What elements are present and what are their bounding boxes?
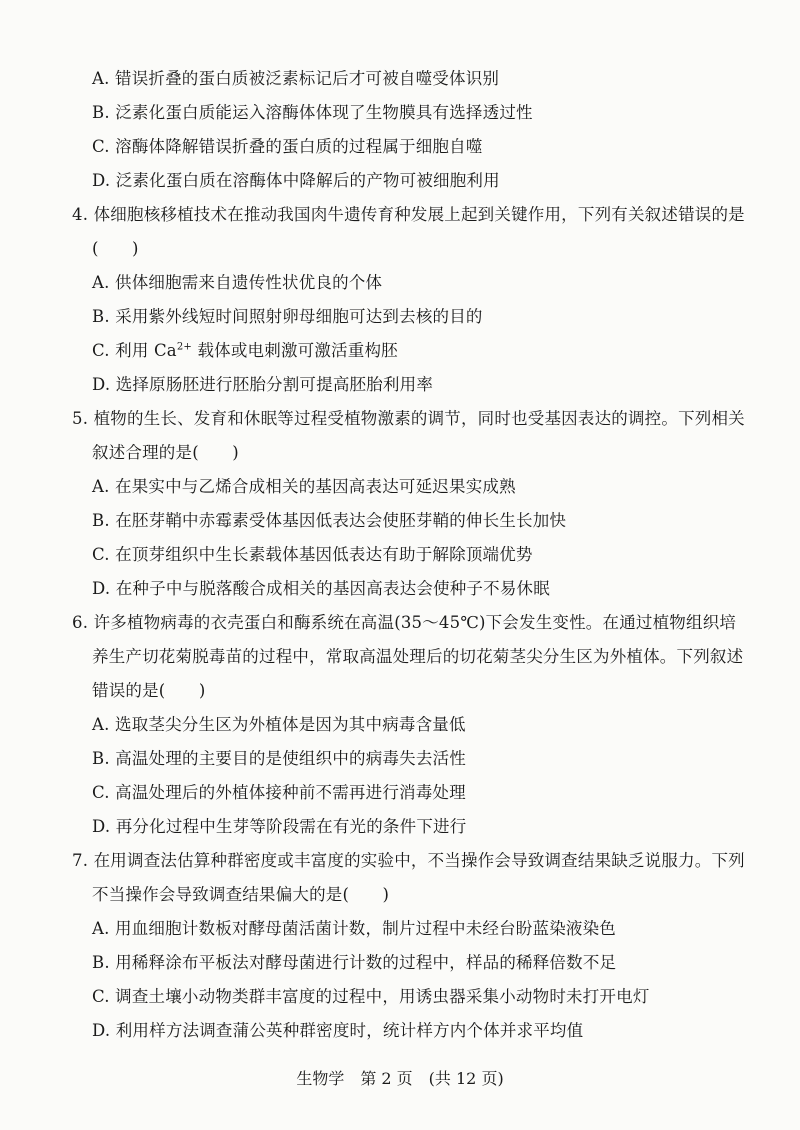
- q6-option-a: A. 选取茎尖分生区为外植体是因为其中病毒含量低: [92, 715, 466, 734]
- q4-option-a: A. 供体细胞需来自遗传性状优良的个体: [92, 273, 383, 292]
- q4-option-c-pre: C. 利用 Ca: [92, 341, 177, 360]
- q3-option-b: B. 泛素化蛋白质能运入溶酶体体现了生物膜具有选择透过性: [92, 103, 533, 122]
- q3-option-c: C. 溶酶体降解错误折叠的蛋白质的过程属于细胞自噬: [92, 137, 483, 156]
- q4-stem: 4. 体细胞核移植技术在推动我国肉牛遗传育种发展上起到关键作用，下列有关叙述错误的是: [72, 205, 745, 224]
- q7-option-b: B. 用稀释涂布平板法对酵母菌进行计数的过程中，样品的稀释倍数不足: [92, 953, 617, 972]
- q6-option-c: C. 高温处理后的外植体接种前不需再进行消毒处理: [92, 783, 466, 802]
- q5-stem: 5. 植物的生长、发育和休眠等过程受植物激素的调节，同时也受基因表达的调控。下列相关: [72, 409, 745, 428]
- q5-option-a: A. 在果实中与乙烯合成相关的基因高表达可延迟果实成熟: [92, 477, 516, 496]
- q7-option-c: C. 调查土壤小动物类群丰富度的过程中，用诱虫器采集小动物时未打开电灯: [92, 987, 650, 1006]
- q3-option-a: A. 错误折叠的蛋白质被泛素标记后才可被自噬受体识别: [92, 69, 500, 88]
- q6-option-d: D. 再分化过程中生芽等阶段需在有光的条件下进行: [92, 817, 467, 836]
- page-footer: 生物学 第 2 页 (共 12 页): [296, 1069, 504, 1088]
- q3-option-d: D. 泛素化蛋白质在溶酶体中降解后的产物可被细胞利用: [92, 171, 500, 190]
- q4-stem-cont: ( ): [92, 239, 139, 258]
- q4-option-d: D. 选择原肠胚进行胚胎分割可提高胚胎利用率: [92, 375, 434, 394]
- q4-option-c-sup: 2+: [176, 341, 192, 353]
- q4-option-c: [92, 340, 398, 362]
- q6-stem-cont-2: 错误的是( ): [92, 681, 206, 700]
- q5-option-d: D. 在种子中与脱落酸合成相关的基因高表达会使种子不易休眠: [92, 579, 550, 598]
- q5-stem-cont: 叙述合理的是( ): [92, 443, 239, 462]
- q7-stem-cont: 不当操作会导致调查结果偏大的是( ): [92, 885, 390, 904]
- q7-option-a: A. 用血细胞计数板对酵母菌活菌计数，制片过程中未经台盼蓝染液染色: [92, 919, 617, 938]
- q7-stem: 7. 在用调查法估算种群密度或丰富度的实验中，不当操作会导致调查结果缺乏说服力。下列: [72, 851, 745, 870]
- q4-option-b: B. 采用紫外线短时间照射卵母细胞可达到去核的目的: [92, 307, 483, 326]
- q6-stem: 6. 许多植物病毒的衣壳蛋白和酶系统在高温(35～45℃)下会发生变性。在通过植物组织培: [72, 613, 737, 632]
- q6-stem-cont-1: 养生产切花菊脱毒苗的过程中，常取高温处理后的切花菊茎尖分生区为外植体。下列叙述: [92, 647, 744, 666]
- q6-option-b: B. 高温处理的主要目的是使组织中的病毒失去活性: [92, 749, 466, 768]
- q7-option-d: D. 利用样方法调查蒲公英种群密度时，统计样方内个体并求平均值: [92, 1021, 584, 1040]
- q5-option-c: C. 在顶芽组织中生长素载体基因低表达有助于解除顶端优势: [92, 545, 533, 564]
- q4-option-c-post: 载体或电刺激可激活重构胚: [192, 341, 398, 360]
- q5-option-b: B. 在胚芽鞘中赤霉素受体基因低表达会使胚芽鞘的伸长生长加快: [92, 511, 567, 530]
